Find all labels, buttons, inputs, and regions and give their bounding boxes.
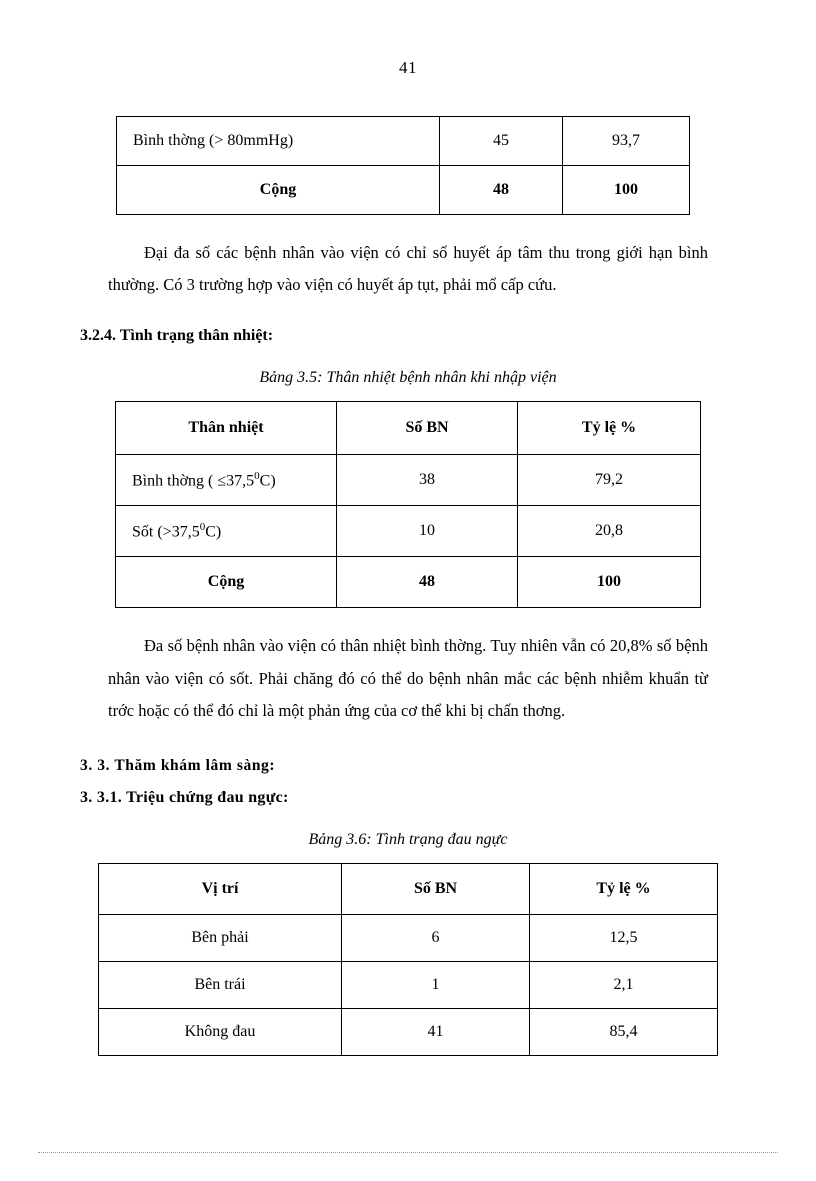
cell-label-text: Bình thờng ( ≤37,5: [132, 472, 255, 489]
cell-label: Cộng: [117, 166, 440, 215]
cell-label: Bên phải: [99, 914, 342, 961]
cell-percent: 12,5: [530, 914, 718, 961]
table-row: [116, 557, 701, 608]
paragraph-temperature: Đa số bệnh nhân vào viện có thân nhiệt bình thờng. Tuy nhiên vẫn có 20,8% số bệnh nhân vào viện có sốt. Phải chăng đó có thể do bệnh nhân mắc các bệnh nhiễm khuẩn từ trớc hoặc có thể đó chỉ là một phản ứng của cơ thể khi bị chấn thơng.: [108, 636, 708, 720]
cell-percent: 79,2: [518, 455, 701, 506]
table-row: [116, 455, 701, 506]
cell-percent: 20,8: [518, 506, 701, 557]
table-6-container: [108, 863, 708, 1056]
cell-count: 6: [342, 914, 530, 961]
document-page: [0, 58, 816, 1181]
footer-divider: [38, 1152, 778, 1153]
header-cell-temperature: Thân nhiệt: [116, 402, 337, 455]
table-row: [99, 1008, 718, 1055]
table-header-row: [99, 863, 718, 914]
page-content: [80, 116, 708, 1056]
header-cell-position: Vị trí: [99, 863, 342, 914]
cell-label-text: Sốt (>37,5: [132, 523, 200, 540]
table-row: [99, 914, 718, 961]
cell-label: Bên trái: [99, 961, 342, 1008]
header-cell-count: Số BN: [337, 402, 518, 455]
table-row: [116, 506, 701, 557]
page-number: 41: [399, 58, 417, 77]
cell-label: Cộng: [116, 557, 337, 608]
body-temperature-table: [115, 401, 701, 608]
cell-label-superscript: 0: [199, 520, 206, 533]
cell-percent: 85,4: [530, 1008, 718, 1055]
cell-count: 41: [342, 1008, 530, 1055]
blood-pressure-table: [116, 116, 690, 215]
table-row: [117, 166, 690, 215]
cell-count: 45: [440, 117, 563, 166]
cell-percent: 100: [563, 166, 690, 215]
table-5-container: [108, 401, 708, 608]
heading-3-2-4: 3.2.4. Tình trạng thân nhiệt:: [80, 327, 274, 345]
heading-3-3-1: 3. 3.1. Triệu chứng đau ngực:: [80, 788, 289, 806]
table-row: [117, 117, 690, 166]
caption-table-3-5: Bảng 3.5: Thân nhiệt bệnh nhân khi nhập viện: [259, 369, 557, 387]
table-top-container: [116, 116, 708, 215]
cell-label: [116, 506, 337, 557]
heading-3-3: 3. 3. Thăm khám lâm sàng:: [80, 756, 276, 774]
header-cell-count: Số BN: [342, 863, 530, 914]
cell-label: Không đau: [99, 1008, 342, 1055]
cell-percent: 2,1: [530, 961, 718, 1008]
cell-percent: 100: [518, 557, 701, 608]
cell-count: 38: [337, 455, 518, 506]
cell-label-superscript: 0: [254, 469, 260, 482]
cell-percent: 93,7: [563, 117, 690, 166]
cell-label: Bình thờng (> 80mmHg): [117, 117, 440, 166]
table-header-row: [116, 402, 701, 455]
cell-label-tail: C): [259, 472, 276, 489]
cell-label-tail: C): [205, 523, 222, 540]
paragraph-blood-pressure: Đại đa số các bệnh nhân vào viện có chỉ số huyết áp tâm thu trong giới hạn bình thường. Có 3 trường hợp vào viện có huyết áp tụt, phải mổ cấp cứu.: [108, 243, 708, 295]
cell-count: 48: [440, 166, 563, 215]
cell-count: 48: [337, 557, 518, 608]
chest-pain-table: [98, 863, 718, 1056]
cell-count: 10: [337, 506, 518, 557]
header-cell-percent: Tỷ lệ %: [518, 402, 701, 455]
cell-count: 1: [342, 961, 530, 1008]
table-row: [99, 961, 718, 1008]
header-cell-percent: Tỷ lệ %: [530, 863, 718, 914]
cell-label: [116, 455, 337, 506]
caption-table-3-6: Bảng 3.6: Tình trạng đau ngực: [308, 830, 508, 848]
